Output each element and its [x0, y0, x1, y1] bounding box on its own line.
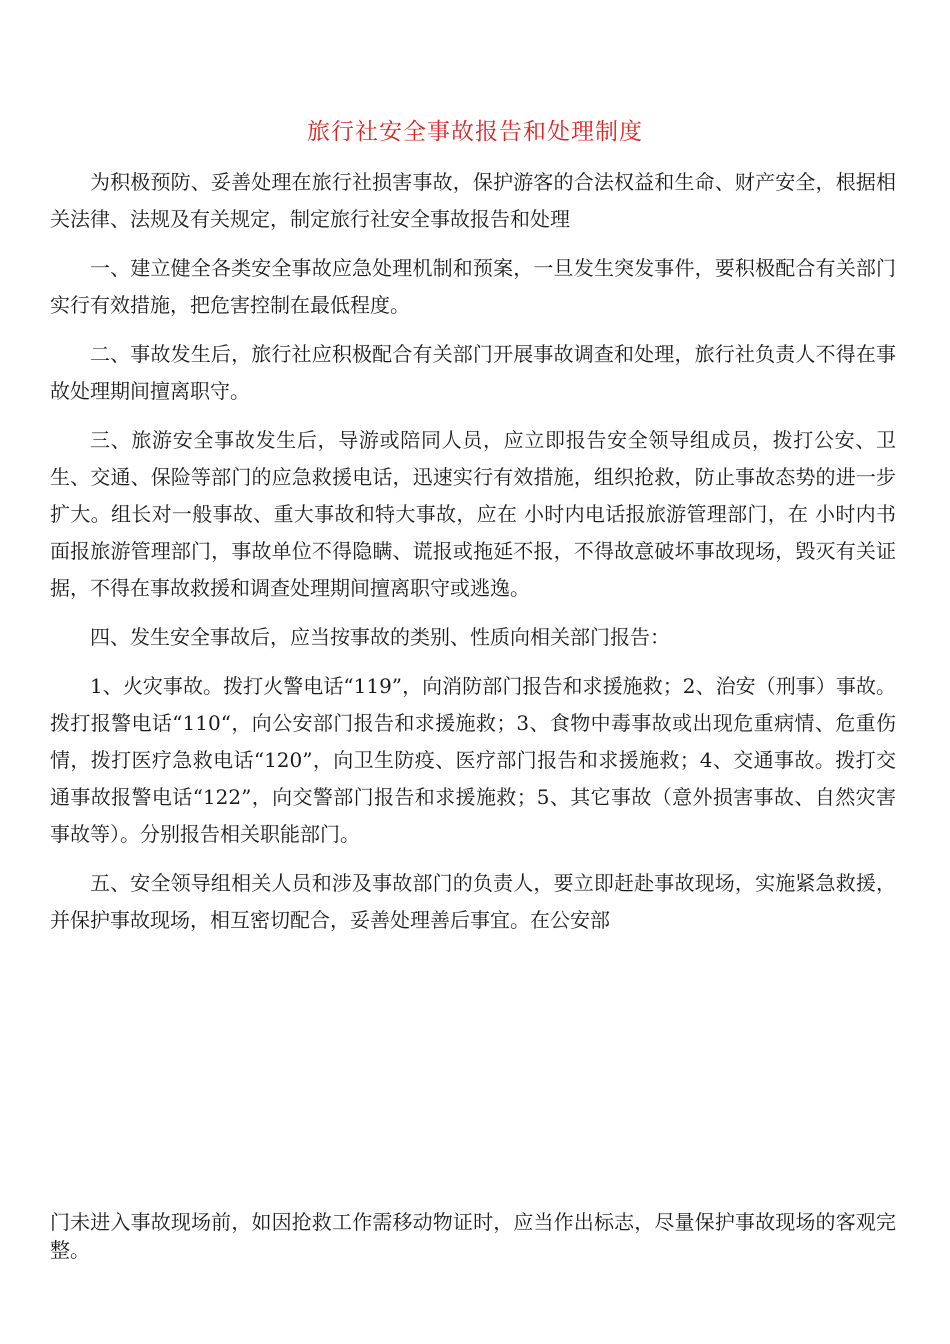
- continuation-paragraph: 门未进入事故现场前，如因抢救工作需移动物证时，应当作出标志，尽量保护事故现场的客观完整。: [50, 1210, 896, 1262]
- clause-paragraph-1: 一、建立健全各类安全事故应急处理机制和预案，一旦发生突发事件，要积极配合有关部门实行有效措施，把危害控制在最低程度。: [50, 256, 896, 317]
- document-title: 旅行社安全事故报告和处理制度: [307, 119, 643, 145]
- clause-paragraph-3: 三、旅游安全事故发生后，导游或陪同人员，应立即报告安全领导组成员，拨打公安、卫生、交通、保险等部门的应急救援电话，迅速实行有效措施，组织抢救，防止事故态势的进一步扩大。组长对一般事故、重大事故和特大事故，应在 小时内电话报旅游管理部门，在 小时内书面报旅游管理部门，事故单位不得隐瞒、谎报或拖延不报，不得故意破坏事故现场，毁灭有关证据，不得在事故救援和调查处理期间擅离职守或逃逸。: [50, 428, 896, 600]
- intro-paragraph: 为积极预防、妥善处理在旅行社损害事故，保护游客的合法权益和生命、财产安全，根据相关法律、法规及有关规定，制定旅行社安全事故报告和处理: [50, 170, 896, 231]
- clause-paragraph-5: 五、安全领导组相关人员和涉及事故部门的负责人，要立即赶赴事故现场，实施紧急救援，并保护事故现场，相互密切配合，妥善处理善后事宜。在公安部: [50, 871, 896, 932]
- emergency-numbers-paragraph: 1、火灾事故。拨打火警电话“119”，向消防部门报告和求援施救；2、治安（刑事）事故。拨打报警电话“110“，向公安部门报告和求援施救；3、食物中毒事故或出现危重病情、危重伤情，拨打医疗急救电话“120”，向卫生防疫、医疗部门报告和求援施救；4、交通事故。拨打交通事故报警电话“122”，向交警部门报告和求援施救；5、其它事故（意外损害事故、自然灾害事故等）。分别报告相关职能部门。: [50, 674, 896, 846]
- clause-paragraph-2: 二、事故发生后，旅行社应积极配合有关部门开展事故调查和处理，旅行社负责人不得在事故处理期间擅离职守。: [50, 342, 896, 403]
- continuation-block: [50, 1208, 896, 1264]
- document-body: [50, 164, 896, 951]
- clause-paragraph-4: 四、发生安全事故后，应当按事故的类别、性质向相关部门报告：: [90, 625, 670, 649]
